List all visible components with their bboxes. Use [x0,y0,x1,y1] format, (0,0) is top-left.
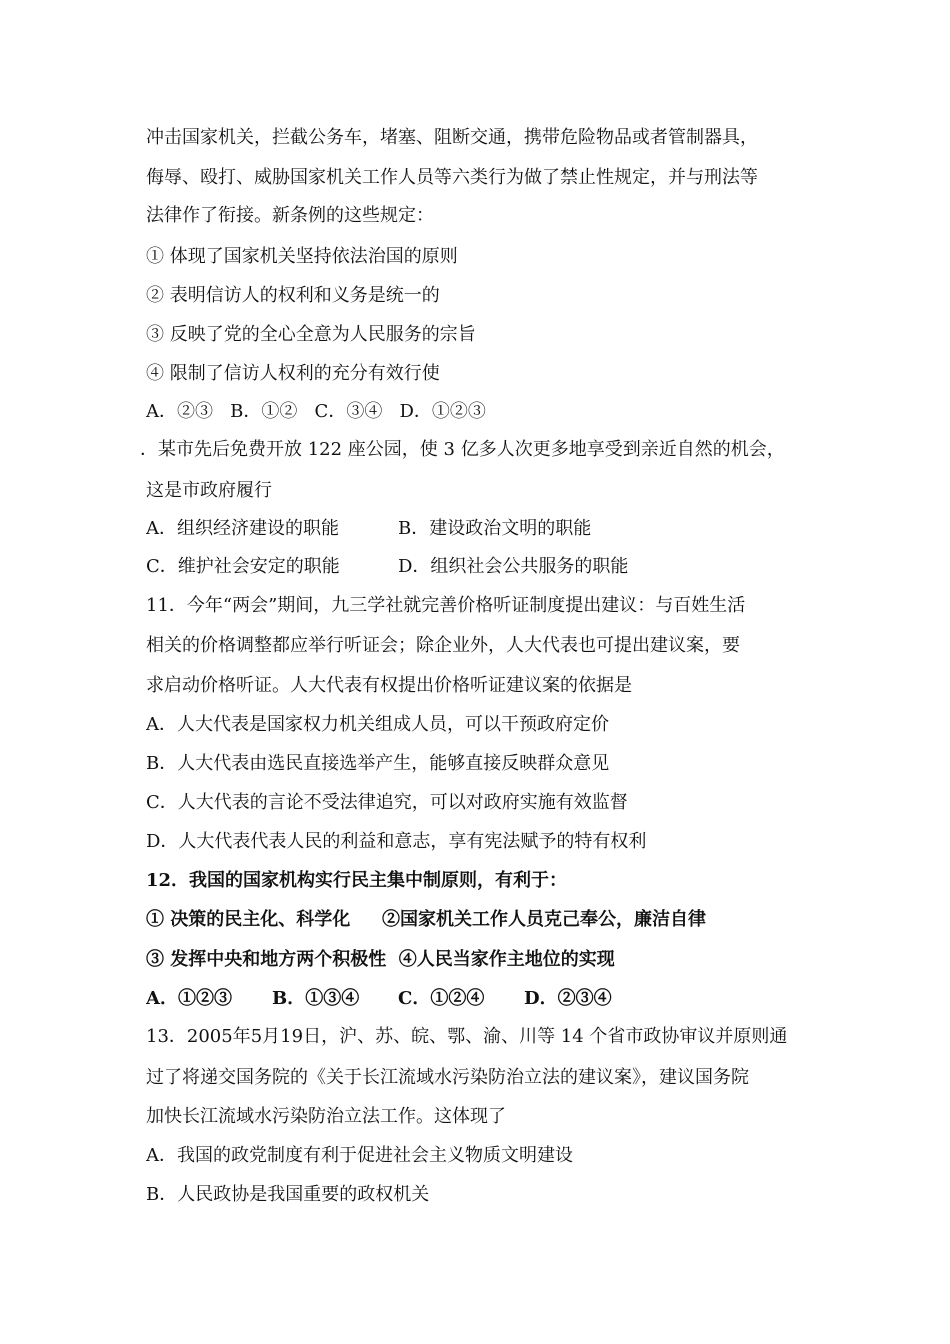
option-b: B．①③④ [272,988,360,1009]
text-line: 冲击国家机关，拦截公务车，堵塞、阻断交通，携带危险物品或者管制器具， [146,127,758,148]
statement-2: ② 表明信访人的权利和义务是统一的 [146,285,440,306]
option-a: A．我国的政党制度有利于促进社会主义物质文明建设 [146,1145,573,1166]
text-line: 过了将递交国务院的《关于长江流域水污染防治立法的建议案》，建议国务院 [146,1067,749,1088]
statement-row [146,908,836,932]
statement-1: ① 体现了国家机关坚持依法治国的原则 [146,246,458,267]
statement-4: ④ 限制了信访人权利的充分有效行使 [146,363,440,384]
text-line: 这是市政府履行 [146,480,272,501]
option-b: B．人民政协是我国重要的政权机关 [146,1184,430,1205]
option-d: D．组织社会公共服务的职能 [398,556,629,577]
text-line: 侮辱、殴打、威胁国家机关工作人员等六类行为做了禁止性规定，并与刑法等 [146,167,758,188]
option-d: D．②③④ [524,988,612,1009]
question-13-stem: 13．2005年5月19日，沪、苏、皖、鄂、渝、川等 14 个省市政协审议并原则通 [146,1026,788,1047]
text-line: 相关的价格调整都应举行听证会；除企业外，人大代表也可提出建议案，要 [146,635,740,656]
option-row [146,555,836,579]
option-b: B．人大代表由选民直接选举产生，能够直接反映群众意见 [146,753,610,774]
option-c: C．维护社会安定的职能 [146,556,340,577]
text-line: 法律作了衔接。新条例的这些规定： [146,205,434,226]
text-line: 加快长江流域水污染防治立法工作。这体现了 [146,1106,506,1127]
statement-row: ③ 发挥中央和地方两个积极性 ④人民当家作主地位的实现 [146,949,615,970]
option-c: C．①②④ [398,988,485,1009]
option-b: B．建设政治文明的职能 [398,518,592,539]
option-a: A．组织经济建设的职能 [146,518,339,539]
option-a: A．①②③ [146,988,232,1009]
statement-3: ③ 反映了党的全心全意为人民服务的宗旨 [146,324,476,345]
statement-1: ① 决策的民主化、科学化 [146,909,351,930]
question-10-stem: ．某市先后免费开放 122 座公园，使 3 亿多人次更多地享受到亲近自然的机会， [140,439,785,460]
answer-options [146,987,836,1011]
answer-options: A．②③ B．①② C．③④ D．①②③ [146,401,486,422]
statement-2: ②国家机关工作人员克己奉公，廉洁自律 [382,909,706,930]
question-12-stem: 12．我国的国家机构实行民主集中制原则，有利于： [146,870,568,891]
option-row [146,517,836,541]
option-c: C．人大代表的言论不受法律追究，可以对政府实施有效监督 [146,792,628,813]
text-line: 求启动价格听证。人大代表有权提出价格听证建议案的依据是 [146,675,632,696]
option-a: A．人大代表是国家权力机关组成人员，可以干预政府定价 [146,714,609,735]
question-11-stem: 11．今年“两会”期间，九三学社就完善价格听证制度提出建议：与百姓生活 [146,595,746,616]
option-d: D．人大代表代表人民的利益和意志，享有宪法赋予的特有权利 [146,831,647,852]
